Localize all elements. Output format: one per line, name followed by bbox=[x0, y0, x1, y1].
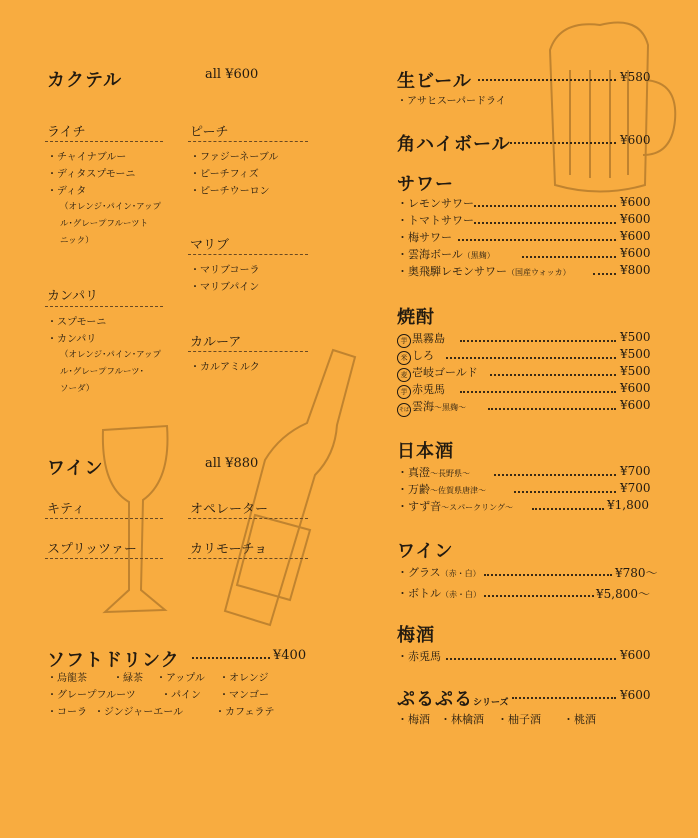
divider bbox=[45, 306, 163, 307]
item-price: ¥500 bbox=[620, 330, 651, 344]
item-name: ・雲海ボール bbox=[397, 248, 463, 261]
beer-mug-illustration bbox=[530, 10, 680, 200]
list-item: ・梅酒 bbox=[397, 713, 430, 726]
item-name: ・奥飛騨レモンサワー bbox=[397, 265, 507, 278]
item-note: （国産ウォッカ） bbox=[507, 268, 571, 277]
leader-dots bbox=[474, 205, 616, 207]
item-price: ¥600 bbox=[620, 381, 651, 395]
softdrink-title: ソフトドリンク bbox=[47, 650, 180, 671]
list-item: ・アップル bbox=[156, 673, 205, 684]
list-item bbox=[397, 398, 466, 417]
item-note: ル･グレープフルーツト bbox=[60, 219, 149, 229]
list-item bbox=[397, 564, 481, 580]
leader-dots bbox=[593, 273, 616, 275]
list-item: ・チャイナブルー bbox=[47, 152, 127, 163]
list-item bbox=[397, 330, 445, 348]
divider bbox=[188, 141, 308, 142]
highball-title: 角ハイボール bbox=[397, 134, 511, 155]
list-item: ・ピーチフィズ bbox=[190, 169, 259, 180]
item-note: 〜黒麹〜 bbox=[434, 403, 466, 412]
purupuru-name: ぷるぷる bbox=[397, 689, 473, 710]
list-item bbox=[397, 585, 481, 601]
divider bbox=[188, 254, 308, 255]
kahlua-title: カルーア bbox=[190, 335, 242, 350]
list-item: ・ピーチウーロン bbox=[190, 186, 270, 197]
item-price: ¥600 bbox=[620, 229, 651, 243]
list-item: ・マリブパイン bbox=[190, 282, 260, 293]
peach-title: ピーチ bbox=[190, 125, 229, 140]
sour-title: サワー bbox=[397, 174, 454, 195]
item-price: ¥600 bbox=[620, 212, 651, 226]
list-item: ・カンパリ bbox=[47, 334, 97, 345]
item-note: 〜スパークリング〜 bbox=[441, 503, 513, 512]
item-price: ¥800 bbox=[620, 263, 651, 277]
beer-brand: ・アサヒスーパードライ bbox=[397, 96, 506, 107]
list-item: ・グレープフルーツ bbox=[47, 690, 136, 701]
list-item: ・緑茶 bbox=[113, 673, 143, 684]
item-name: ・ボトル bbox=[397, 587, 441, 600]
list-item: ・カルアミルク bbox=[190, 362, 260, 373]
leader-dots bbox=[446, 357, 616, 359]
wine-item: オペレーター bbox=[190, 502, 269, 517]
leader-dots bbox=[490, 374, 616, 376]
leader-dots bbox=[460, 391, 616, 393]
list-item bbox=[397, 381, 445, 399]
list-item: ・マンゴー bbox=[219, 690, 269, 701]
list-item bbox=[397, 246, 495, 262]
item-note: （オレンジ･パイン･アップ bbox=[60, 350, 161, 360]
cocktail-title: カクテル bbox=[47, 70, 123, 91]
divider bbox=[45, 518, 163, 519]
shochu-type-mark: 芋 bbox=[397, 385, 411, 399]
umeshu-title: 梅酒 bbox=[397, 625, 435, 646]
list-item: ・レモンサワー bbox=[397, 197, 474, 210]
list-item bbox=[397, 347, 434, 365]
wine-item: スプリッツァー bbox=[47, 542, 137, 557]
shochu-type-mark: 米 bbox=[397, 351, 411, 365]
item-price: ¥1,800 bbox=[607, 498, 649, 512]
leader-dots bbox=[514, 491, 616, 493]
item-note: （赤・白） bbox=[441, 590, 481, 599]
item-name: しろ bbox=[412, 349, 434, 362]
item-note: （オレンジ･パイン･アップ bbox=[60, 202, 161, 212]
list-item bbox=[397, 364, 478, 382]
wine-glass-illustration bbox=[95, 420, 175, 620]
wine-price: all ¥880 bbox=[205, 456, 259, 471]
wine-title: ワイン bbox=[47, 458, 104, 479]
item-price: ¥700 bbox=[620, 481, 651, 495]
beer-price: ¥580 bbox=[620, 70, 651, 84]
leader-dots bbox=[510, 142, 616, 144]
list-item: ・梅サワー bbox=[397, 231, 452, 244]
item-name: 壱岐ゴールド bbox=[412, 366, 478, 379]
leader-dots bbox=[512, 697, 616, 699]
divider bbox=[45, 141, 163, 142]
item-price: ¥600 bbox=[620, 195, 651, 209]
item-note: （赤・白） bbox=[440, 569, 481, 578]
cocktail-price: all ¥600 bbox=[205, 67, 259, 82]
campari-title: カンパリ bbox=[47, 289, 99, 304]
list-item: ・ジンジャーエール bbox=[94, 707, 184, 718]
item-name: 雲海 bbox=[412, 400, 434, 413]
purupuru-series: シリーズ bbox=[473, 698, 509, 708]
beer-title: 生ビール bbox=[397, 71, 472, 92]
item-note: ソーダ） bbox=[60, 384, 95, 394]
item-price: ¥500 bbox=[620, 364, 651, 378]
umeshu-price: ¥600 bbox=[620, 648, 651, 662]
item-note: 〜長野県〜 bbox=[430, 469, 470, 478]
leader-dots bbox=[474, 222, 616, 224]
wine-bottle-illustration bbox=[215, 345, 375, 635]
item-price: ¥700 bbox=[620, 464, 651, 478]
lychee-title: ライチ bbox=[47, 125, 86, 140]
list-item: ・林檎酒 bbox=[440, 713, 484, 726]
item-name: ・真澄 bbox=[397, 466, 430, 479]
list-item: ・オレンジ bbox=[219, 673, 269, 684]
item-name: 黒霧島 bbox=[412, 332, 445, 345]
item-price: ¥780〜 bbox=[615, 566, 658, 580]
list-item: ・柚子酒 bbox=[497, 713, 541, 726]
list-item: ・桃酒 bbox=[563, 713, 596, 726]
list-item: ・ディタスプモーニ bbox=[47, 169, 136, 180]
list-item bbox=[397, 263, 571, 279]
wine-right-title: ワイン bbox=[397, 541, 454, 562]
shochu-title: 焼酎 bbox=[397, 307, 435, 328]
list-item: ・ファジーネーブル bbox=[190, 152, 279, 163]
divider bbox=[188, 518, 308, 519]
list-item: ・トマトサワー bbox=[397, 214, 474, 227]
shochu-type-mark: そば bbox=[397, 403, 411, 417]
leader-dots bbox=[488, 408, 616, 410]
list-item: ・スプモーニ bbox=[47, 317, 107, 328]
item-name: 赤兎馬 bbox=[412, 383, 445, 396]
divider bbox=[188, 351, 308, 352]
list-item bbox=[397, 481, 486, 497]
shochu-type-mark: 麦 bbox=[397, 368, 411, 382]
purupuru-price: ¥600 bbox=[620, 688, 651, 702]
leader-dots bbox=[446, 658, 616, 660]
item-name: ・すず音 bbox=[397, 500, 442, 513]
item-note: 〜佐賀県唐津〜 bbox=[430, 486, 486, 495]
wine-item: キティ bbox=[47, 502, 85, 517]
leader-dots bbox=[494, 474, 616, 476]
malibu-title: マリブ bbox=[190, 238, 230, 253]
list-item: ・マリブコーラ bbox=[190, 265, 260, 276]
leader-dots bbox=[532, 508, 604, 510]
leader-dots bbox=[478, 79, 616, 81]
divider bbox=[45, 558, 163, 559]
shochu-type-mark: 芋 bbox=[397, 334, 411, 348]
list-item: ・烏龍茶 bbox=[47, 673, 87, 684]
list-item bbox=[397, 464, 470, 480]
item-price: ¥500 bbox=[620, 347, 651, 361]
purupuru-title bbox=[397, 685, 509, 711]
item-note: ニック） bbox=[60, 236, 94, 246]
leader-dots bbox=[484, 595, 594, 597]
item-note: （黒麹） bbox=[462, 251, 495, 260]
item-note: ル･グレープフルーツ･ bbox=[60, 367, 144, 377]
sake-title: 日本酒 bbox=[397, 441, 454, 462]
item-price: ¥5,800〜 bbox=[596, 587, 650, 601]
divider bbox=[188, 558, 308, 559]
leader-dots bbox=[484, 574, 612, 576]
list-item: ・コーラ bbox=[47, 707, 87, 718]
item-price: ¥600 bbox=[620, 398, 651, 412]
item-name: ・万齢 bbox=[397, 483, 430, 496]
item-price: ¥600 bbox=[620, 246, 651, 260]
list-item bbox=[397, 498, 513, 514]
leader-dots bbox=[460, 340, 616, 342]
list-item: ・ディタ bbox=[47, 186, 87, 197]
wine-item: カリモーチョ bbox=[190, 542, 268, 557]
item-name: ・グラス bbox=[397, 566, 441, 579]
leader-dots bbox=[522, 256, 616, 258]
list-item: ・カフェラテ bbox=[215, 707, 275, 718]
softdrink-price: ¥400 bbox=[273, 648, 307, 663]
list-item: ・パイン bbox=[161, 690, 201, 701]
highball-price: ¥600 bbox=[620, 133, 651, 147]
leader-dots bbox=[458, 239, 616, 241]
list-item: ・赤兎馬 bbox=[397, 650, 441, 663]
leader-dots bbox=[192, 657, 270, 659]
